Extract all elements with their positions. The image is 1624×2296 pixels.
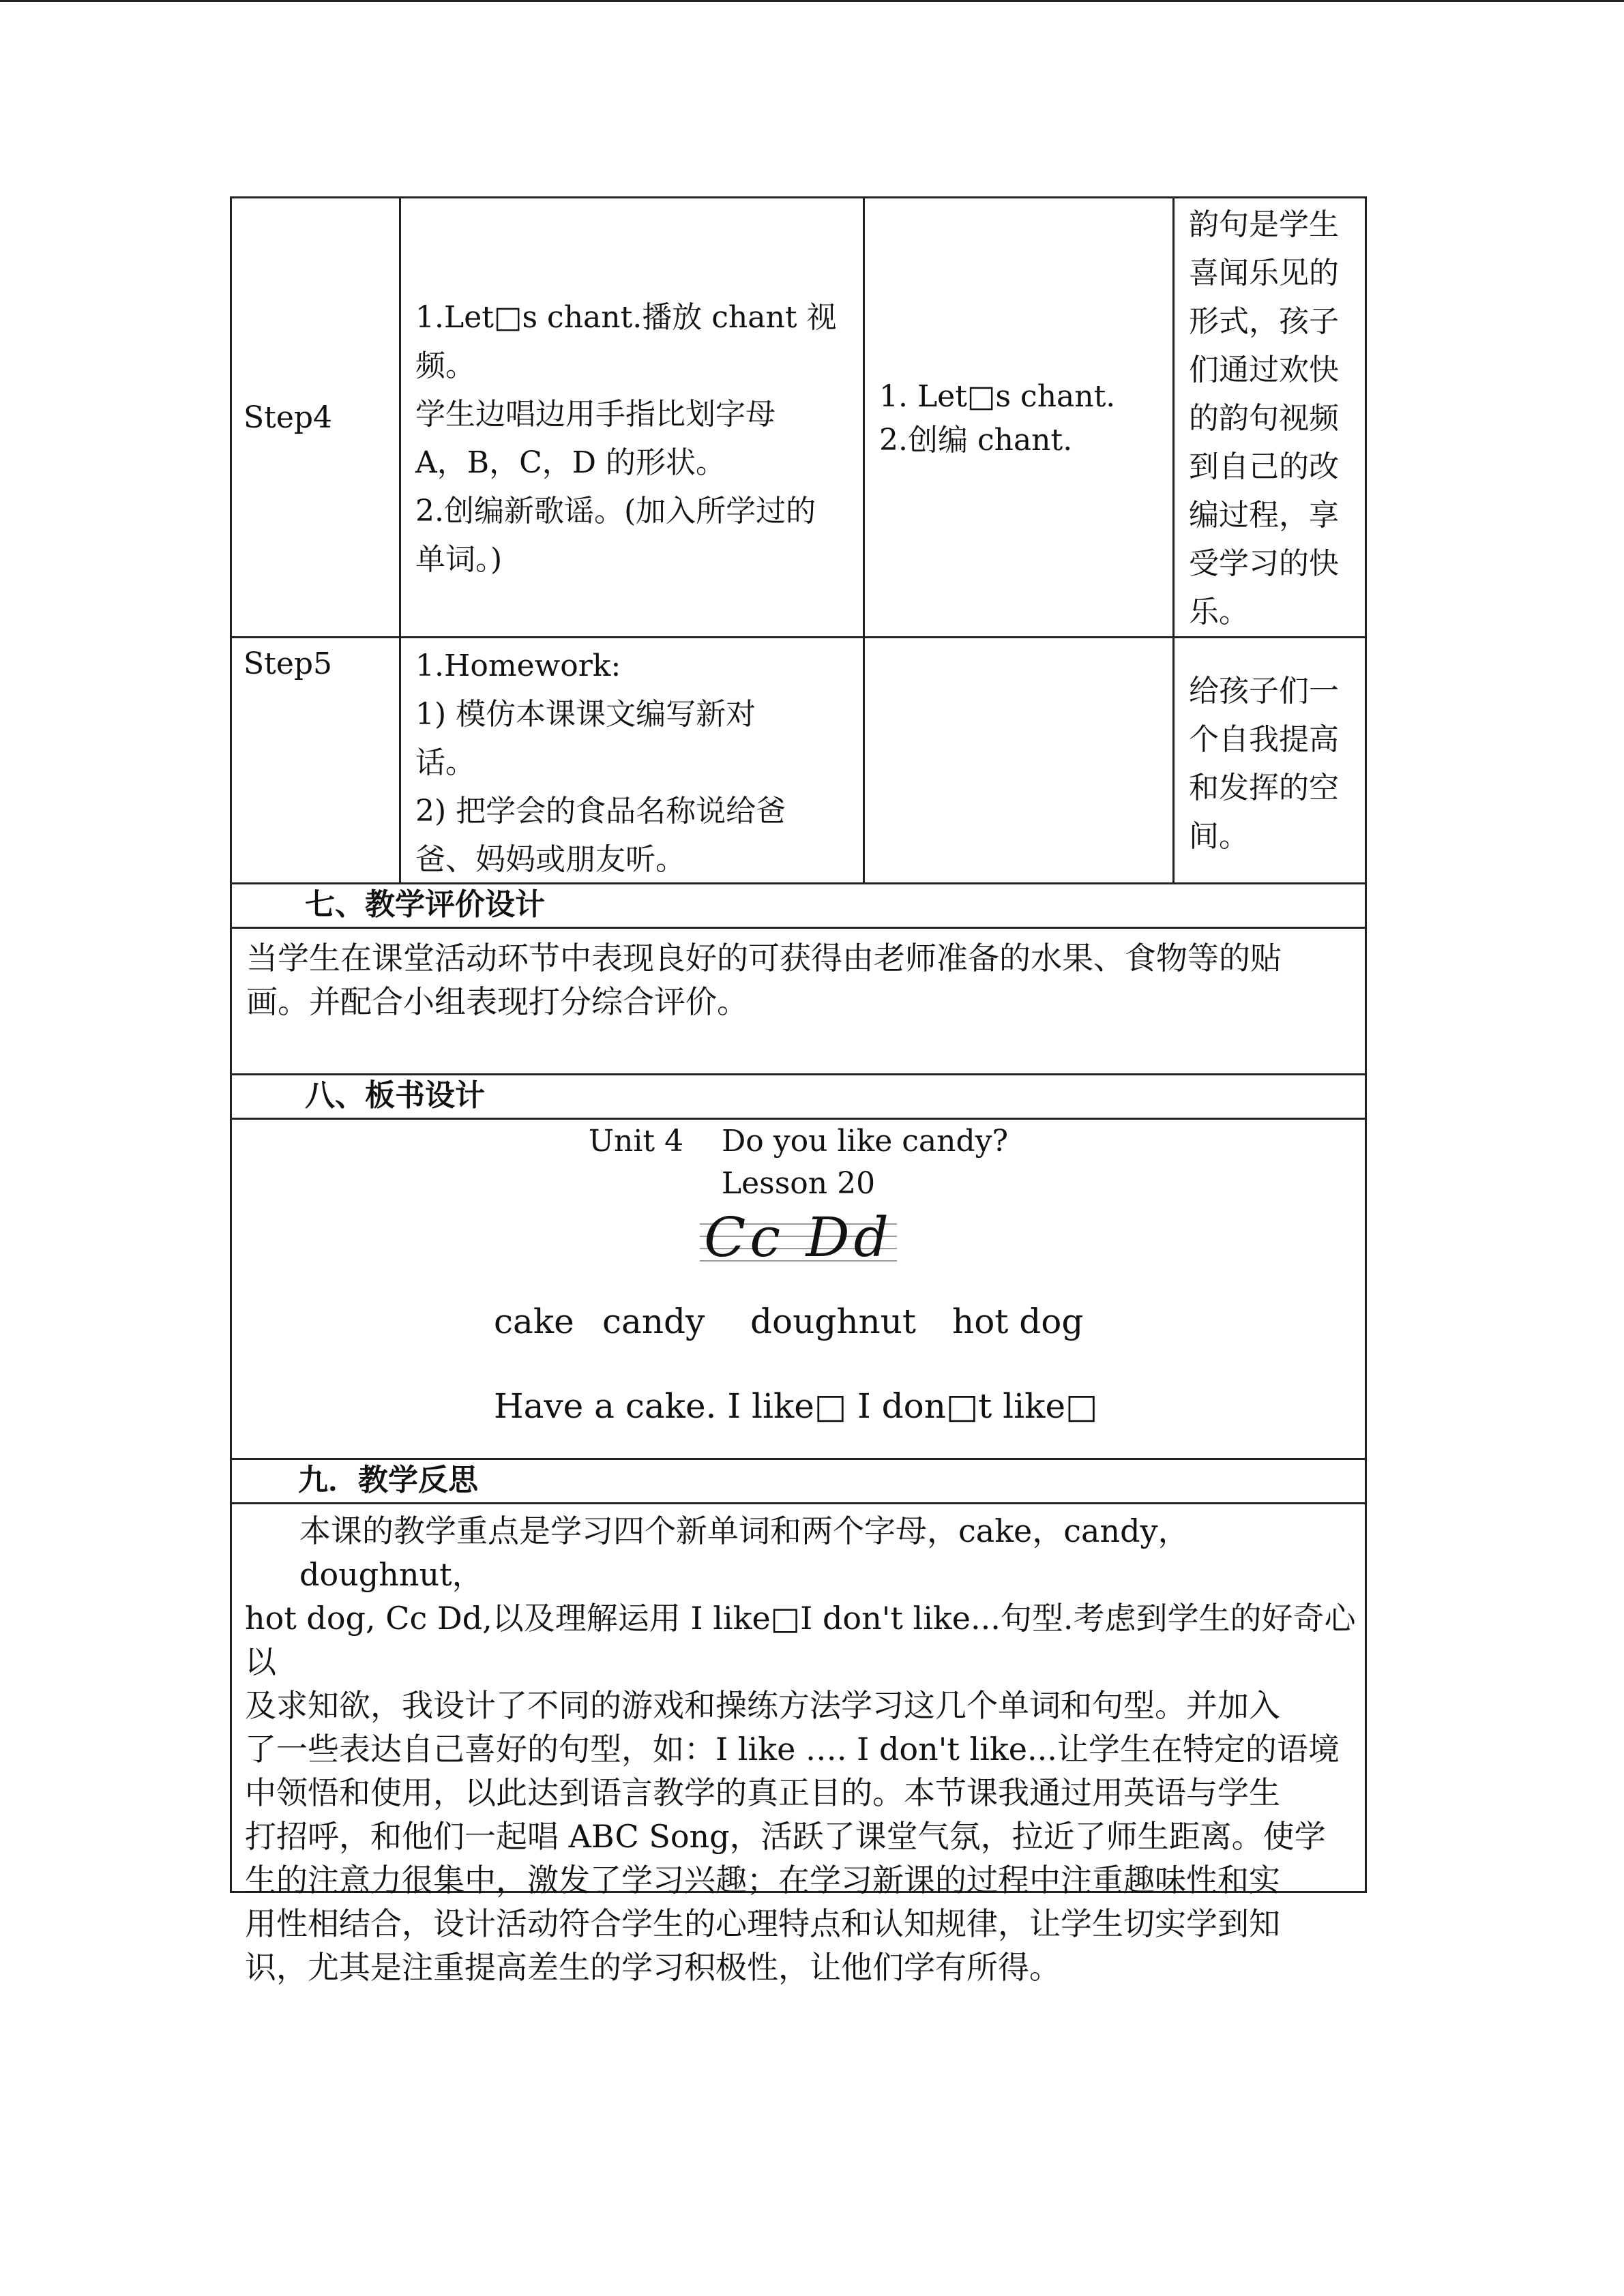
text-line: 给孩子们一: [1189, 674, 1339, 709]
text-line: 爸、妈妈或朋友听。: [415, 842, 685, 877]
text-line: 话。: [415, 745, 475, 780]
board-unit: Unit 4 Do you like candy?: [588, 1124, 1009, 1159]
text-line: 中领悟和使用，以此达到语言教学的真正目的。本节课我通过用英语与学生: [245, 1774, 1280, 1811]
step5-label: Step5: [243, 646, 333, 681]
board-sentence: Have a cake. I like□ I don□t like□: [494, 1386, 1098, 1426]
text-line: 乐。: [1189, 595, 1249, 629]
step5-label-cell: [243, 640, 397, 688]
text-line: 的韵句视频: [1189, 401, 1339, 436]
text-line: A，B，C，D 的形状。: [415, 445, 726, 480]
text-line: 1) 模仿本课课文编写新对: [415, 697, 756, 732]
board-word: candy: [602, 1302, 705, 1341]
text-line: 打招呼，和他们一起唱 ABC Song，活跃了课堂气氛，拉近了师生距离。使学: [245, 1818, 1326, 1855]
text-line: 当学生在课堂活动环节中表现良好的可获得由老师准备的水果、食物等的贴: [246, 940, 1282, 976]
text-line: 本课的教学重点是学习四个新单词和两个字母，cake，candy，doughnut，: [299, 1512, 1190, 1593]
text-line: 2.创编 chant.: [879, 423, 1073, 458]
text-line: 学生边唱边用手指比划字母: [415, 397, 776, 432]
section9-body: [245, 1509, 1357, 1989]
text-line: 个自我提高: [1189, 722, 1339, 757]
text-line: 画。并配合小组表现打分综合评价。: [246, 983, 748, 1020]
text-line: 形式，孩子: [1189, 304, 1339, 339]
section9-title: 九．教学反思: [298, 1463, 478, 1497]
text-line: hot dog, Cc Dd,以及理解运用 I like□I don't like...句型.考虑到学生的好奇心以: [245, 1600, 1356, 1680]
column-divider-2: [863, 196, 865, 884]
step4-label: Step4: [243, 400, 333, 435]
text-line: 1.Let□s chant.播放 chant 视频。: [415, 300, 837, 383]
handwriting-letters: Cc Dd: [700, 1212, 897, 1263]
lesson-plan-table: [230, 196, 1367, 1986]
text-line: 了一些表达自己喜好的句型，如：I like …. I don't like...让学生在特定的语境: [245, 1731, 1340, 1768]
text-line: 到自己的改: [1189, 449, 1339, 484]
text-line: 韵句是学生: [1189, 207, 1339, 242]
text-line: 2) 把学会的食品名称说给爸: [415, 794, 786, 829]
step4-label-cell: [230, 196, 400, 638]
text-line: 1. Let□s chant.: [879, 379, 1116, 414]
step4-teacher-activity: [415, 293, 859, 584]
text-line: 们通过欢快: [1189, 353, 1339, 387]
section8-title: 八、板书设计: [305, 1078, 485, 1113]
text-line: 生的注意力很集中，激发了学习兴趣；在学习新课的过程中注重趣味性和实: [245, 1862, 1280, 1898]
text-line: 单词。): [415, 542, 503, 577]
step4-purpose: [1189, 200, 1363, 636]
board-word: cake: [494, 1302, 574, 1341]
text-line: 和发挥的空: [1189, 771, 1339, 805]
text-line: 用性相结合，设计活动符合学生的心理特点和认知规律，让学生切实学到知: [245, 1905, 1280, 1942]
text-line: 识，尤其是注重提高差生的学习积极性，让他们学有所得。: [245, 1949, 1061, 1986]
step5-teacher-activity: [415, 642, 859, 884]
board-word: doughnut: [750, 1302, 917, 1341]
column-divider-3: [1172, 196, 1175, 884]
text-line: 编过程，享: [1189, 498, 1339, 533]
step4-student-activity: [879, 375, 1169, 462]
board-unit-title: [230, 1120, 1367, 1205]
step5-purpose: [1189, 667, 1363, 861]
board-words: [230, 1298, 1367, 1352]
board-word: hot dog: [952, 1302, 1084, 1341]
text-line: 受学习的快: [1189, 546, 1339, 581]
section7-body: [246, 936, 1351, 1024]
text-line: 2.创编新歌谣。(加入所学过的: [415, 494, 816, 528]
text-line: 喜闻乐见的: [1189, 256, 1339, 290]
page-top-rule: [0, 0, 1624, 2]
section7-title: 七、教学评价设计: [305, 887, 545, 922]
text-line: 间。: [1189, 819, 1249, 854]
board-lesson: Lesson 20: [721, 1166, 876, 1201]
text-line: 1.Homework:: [415, 648, 621, 683]
text-line: 及求知欲，我设计了不同的游戏和操练方法学习这几个单词和句型。并加入: [245, 1687, 1280, 1724]
board-letters: [230, 1206, 1367, 1274]
